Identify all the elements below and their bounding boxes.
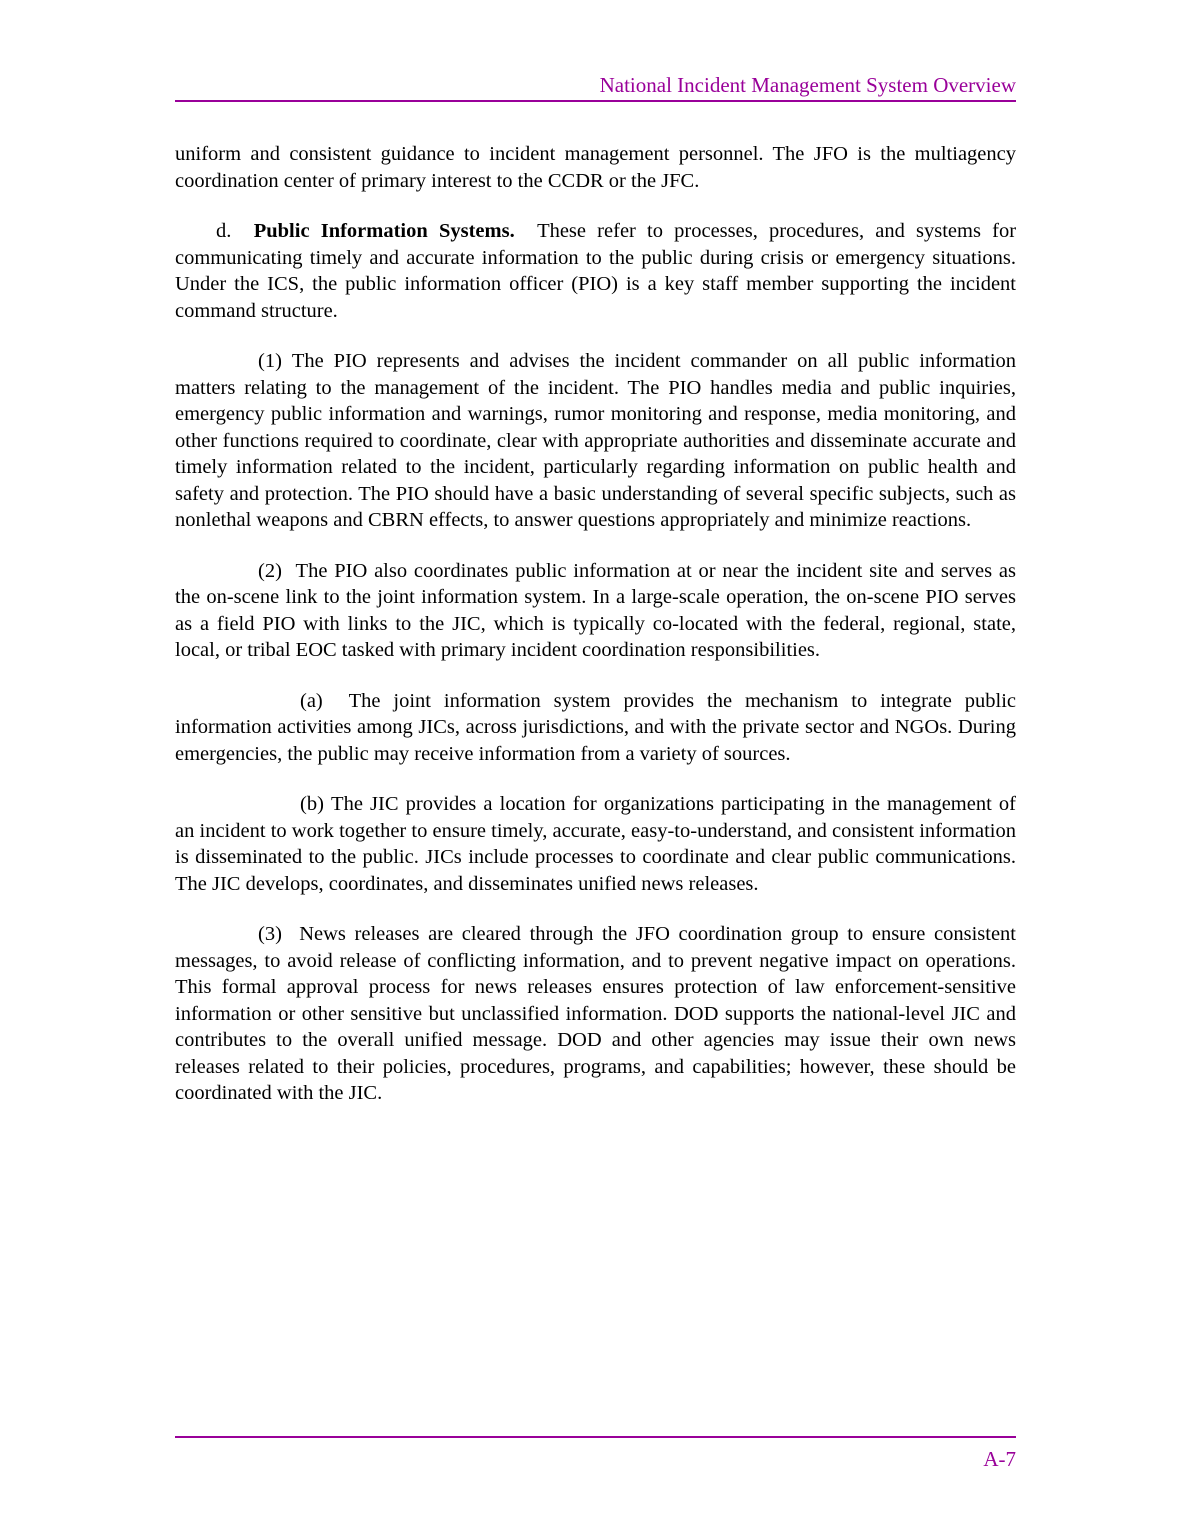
document-body — [175, 141, 1016, 1131]
page-number: A-7 — [983, 1447, 1016, 1471]
running-header-title: National Incident Management System Overview — [599, 73, 1016, 97]
paragraph-label: (2) — [258, 559, 282, 582]
footer-rule — [175, 1436, 1016, 1438]
paragraph-continuation — [175, 141, 1016, 194]
paragraph-d-public-information-systems — [175, 218, 1016, 324]
page-header — [175, 70, 1016, 102]
paragraph-3 — [175, 921, 1016, 1107]
paragraph-heading: Public Information Systems. — [253, 220, 515, 242]
paragraph-label: (1) — [258, 350, 282, 372]
paragraph-label: (a) — [300, 689, 323, 712]
paragraph-text: The joint information system provides the mechanism to integrate public information activities among JICs, across jurisdictions, and with the private sector and NGOs. During emergencies, the public may receive information from a variety of sources. — [175, 689, 1016, 765]
paragraph-a — [175, 688, 1016, 768]
paragraph-2 — [175, 558, 1016, 664]
paragraph-text: The JIC provides a location for organizations participating in the management of an incident to work together to ensure timely, accurate, easy-to-understand, and consistent information is disseminated to the public. JICs include processes to coordinate and clear public communications. The JIC develops, coordinates, and disseminates unified news releases. — [175, 793, 1017, 895]
paragraph-label: (3) — [258, 923, 282, 945]
paragraph-text: The PIO also coordinates public information at or near the incident site and serves as the on-scene link to the joint information system. In a large-scale operation, the on-scene PIO serves as a field PIO with links to the JIC, which is typically co-located with the federal, regional, state, local, or tribal EOC tasked with primary incident coordination responsibilities. — [175, 559, 1017, 661]
paragraph-label: (b) — [300, 793, 324, 815]
paragraph-1 — [175, 348, 1016, 534]
paragraph-b — [175, 791, 1016, 897]
paragraph-text: uniform and consistent guidance to incident management personnel. The JFO is the multiagency coordination center of primary interest to the CCDR or the JFC. — [175, 143, 1016, 192]
paragraph-text: News releases are cleared through the JFO coordination group to ensure consistent messages, to avoid release of conflicting information, and to prevent negative impact on operations. This formal approval process for news releases ensures protection of law enforcement-sensitive information or other sensitive but unclassified information. DOD supports the national-level JIC and contributes to the overall unified message. DOD and other agencies may issue their own news releases related to their policies, procedures, programs, and capabilities; however, these should be coordinated with the JIC. — [175, 923, 1016, 1104]
header-rule — [175, 100, 1016, 102]
paragraph-label: d. — [216, 220, 232, 242]
page-footer — [175, 1436, 1016, 1476]
paragraph-text: The PIO represents and advises the incident commander on all public information matters relating to the management of the incident. The PIO handles media and public inquiries, emergency public information and warnings, rumor monitoring and response, media monitoring, and other functions required to coordinate, clear with appropriate authorities and disseminate accurate and timely information related to the incident, particularly regarding information on public health and safety and protection. The PIO should have a basic understanding of several specific subjects, such as nonlethal weapons and CBRN effects, to answer questions appropriately and minimize reactions. — [175, 350, 1017, 531]
paragraph-text: These refer to processes, procedures, and systems for communicating timely and accurate information to the public during crisis or emergency situations. Under the ICS, the public information officer (PIO) is a key staff member supporting the incident command structure. — [175, 220, 1017, 322]
